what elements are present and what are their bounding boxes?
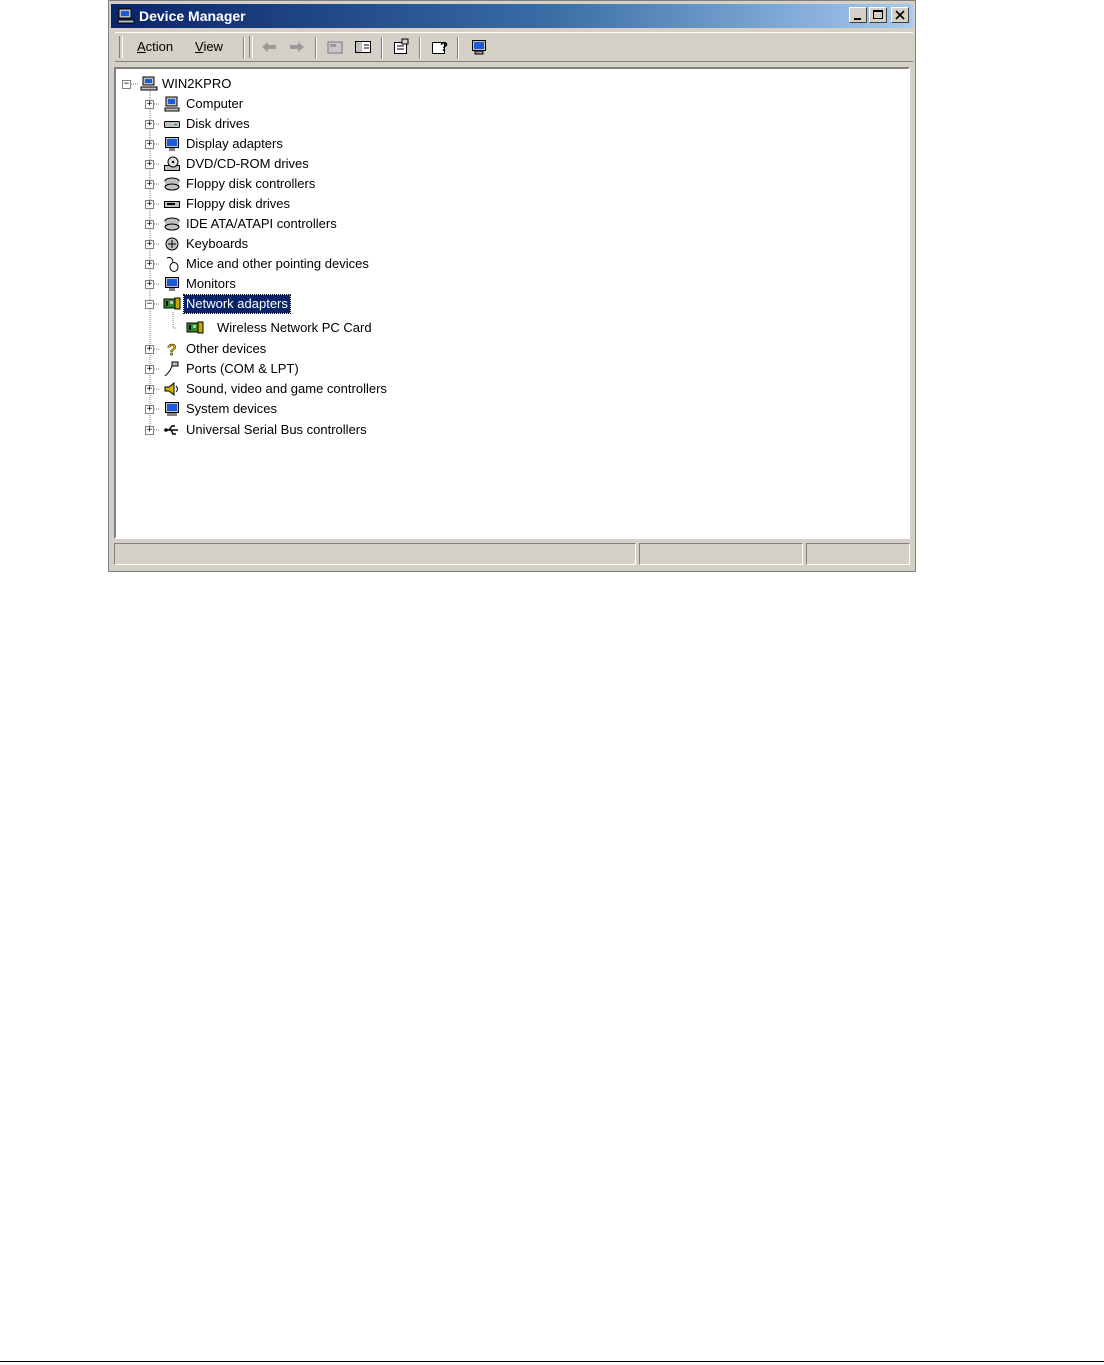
toolbar-separator [381, 37, 383, 59]
tree-root[interactable] [116, 75, 416, 93]
expand-toggle[interactable]: + [146, 99, 153, 109]
usb-icon [163, 422, 181, 438]
tree-item-dvd-cdrom-drives[interactable] [116, 155, 516, 173]
toolbar-separator [457, 37, 459, 59]
up-folder-icon[interactable] [325, 38, 345, 56]
toolbar-separator [419, 37, 421, 59]
minimize-icon [850, 8, 866, 22]
menu-action[interactable] [137, 39, 173, 54]
status-panel-right [806, 543, 910, 565]
maximize-icon [870, 8, 886, 22]
tree-item-ide-controllers[interactable] [116, 215, 516, 233]
tree-item-label: Floppy disk controllers [186, 176, 316, 191]
expand-toggle[interactable]: + [146, 159, 153, 169]
expand-toggle[interactable]: + [146, 239, 153, 249]
tree-item-label: Computer [186, 96, 244, 111]
controller-icon [163, 176, 181, 192]
collapse-toggle[interactable]: − [146, 299, 153, 309]
tree-item-usb-controllers[interactable] [116, 421, 516, 439]
expand-toggle[interactable]: + [146, 259, 153, 269]
back-arrow-icon[interactable] [259, 38, 279, 56]
tree-item-label-selected: Network adapters [186, 296, 288, 311]
tree-item-label: Disk drives [186, 116, 250, 131]
expand-toggle[interactable]: + [146, 425, 153, 435]
svg-text:?: ? [440, 39, 448, 54]
tree-item-wireless-network-pc-card[interactable] [116, 319, 516, 337]
tree-item-disk-drives[interactable] [116, 115, 516, 133]
port-icon [163, 361, 181, 377]
menu-action-label: ction [145, 39, 174, 54]
title-bar[interactable] [111, 4, 913, 28]
status-bar [114, 543, 910, 567]
tree-item-label: DVD/CD-ROM drives [186, 156, 309, 171]
toolbar-separator [315, 37, 317, 59]
expand-toggle[interactable]: + [146, 344, 153, 354]
window-title: Device Manager [139, 8, 246, 24]
status-panel-main [114, 543, 636, 565]
properties-icon[interactable] [391, 38, 411, 56]
expand-toggle[interactable]: + [146, 384, 153, 394]
toolbar-grip[interactable] [249, 36, 253, 58]
tree-item-sound-video-game[interactable] [116, 380, 516, 398]
network-card-icon [186, 320, 204, 336]
page-divider [0, 1361, 1104, 1362]
scan-hardware-icon[interactable] [469, 38, 489, 56]
help-icon[interactable] [429, 38, 449, 56]
expand-toggle[interactable]: + [146, 364, 153, 374]
minimize-button[interactable] [849, 7, 867, 23]
close-icon [892, 8, 908, 22]
show-hide-tree-icon[interactable] [353, 38, 373, 56]
tree-item-mice[interactable] [116, 255, 516, 273]
system-icon [163, 401, 181, 417]
expand-toggle[interactable]: + [146, 199, 153, 209]
tree-item-keyboards[interactable] [116, 235, 516, 253]
toolbar [115, 32, 913, 62]
tree-item-ports[interactable] [116, 360, 516, 378]
tree-item-label: System devices [186, 401, 278, 416]
device-manager-window [108, 0, 916, 572]
cdrom-icon [163, 156, 181, 172]
tree-item-label: Ports (COM & LPT) [186, 361, 299, 376]
tree-item-label: Wireless Network PC Card [217, 320, 372, 335]
keyboard-icon [163, 236, 181, 252]
close-button[interactable] [891, 7, 909, 23]
tree-item-label: Universal Serial Bus controllers [186, 422, 367, 437]
tree-item-floppy-disk-drives[interactable] [116, 195, 516, 213]
menu-view[interactable] [195, 39, 223, 54]
computer-icon [140, 76, 158, 92]
toolbar-grip[interactable] [119, 36, 123, 58]
tree-item-system-devices[interactable] [116, 400, 516, 418]
question-icon [163, 341, 181, 357]
tree-item-label: IDE ATA/ATAPI controllers [186, 216, 337, 231]
tree-item-label: Display adapters [186, 136, 283, 151]
computer-icon [117, 7, 135, 25]
tree-item-computer[interactable] [116, 95, 516, 113]
computer-icon [163, 96, 181, 112]
tree-item-label: Floppy disk drives [186, 196, 291, 211]
tree-item-label: Monitors [186, 276, 236, 291]
forward-arrow-icon[interactable] [287, 38, 307, 56]
tree-item-network-adapters[interactable] [116, 295, 516, 313]
toolbar-separator [243, 37, 245, 59]
expand-toggle[interactable]: + [146, 279, 153, 289]
expand-toggle[interactable]: + [146, 404, 153, 414]
expand-toggle[interactable]: + [146, 179, 153, 189]
tree-root-label: WIN2KPRO [162, 76, 232, 91]
tree-item-other-devices[interactable] [116, 340, 516, 358]
controller-icon [163, 216, 181, 232]
menu-view-mnemonic: V [195, 39, 204, 54]
expand-toggle[interactable]: + [146, 139, 153, 149]
tree-item-display-adapters[interactable] [116, 135, 516, 153]
status-panel-middle [639, 543, 803, 565]
monitor-icon [163, 276, 181, 292]
maximize-button[interactable] [869, 7, 887, 23]
expand-toggle[interactable]: + [146, 119, 153, 129]
menu-action-mnemonic: A [137, 39, 146, 54]
display-icon [163, 136, 181, 152]
sound-icon [163, 381, 181, 397]
disk-drive-icon [163, 116, 181, 132]
menu-view-label: iew [203, 39, 223, 54]
svg-text:?: ? [167, 342, 177, 357]
tree-item-label: Sound, video and game controllers [186, 381, 387, 396]
expand-toggle[interactable]: + [146, 219, 153, 229]
tree-item-label: Mice and other pointing devices [186, 256, 369, 271]
tree-item-label: Other devices [186, 341, 267, 356]
network-card-icon [163, 296, 181, 312]
mouse-icon [163, 256, 181, 272]
tree-item-floppy-disk-controllers[interactable] [116, 175, 516, 193]
collapse-toggle[interactable]: − [123, 79, 130, 89]
tree-item-label: Keyboards [186, 236, 249, 251]
tree-item-monitors[interactable] [116, 275, 516, 293]
floppy-icon [163, 196, 181, 212]
device-tree[interactable] [114, 67, 910, 539]
